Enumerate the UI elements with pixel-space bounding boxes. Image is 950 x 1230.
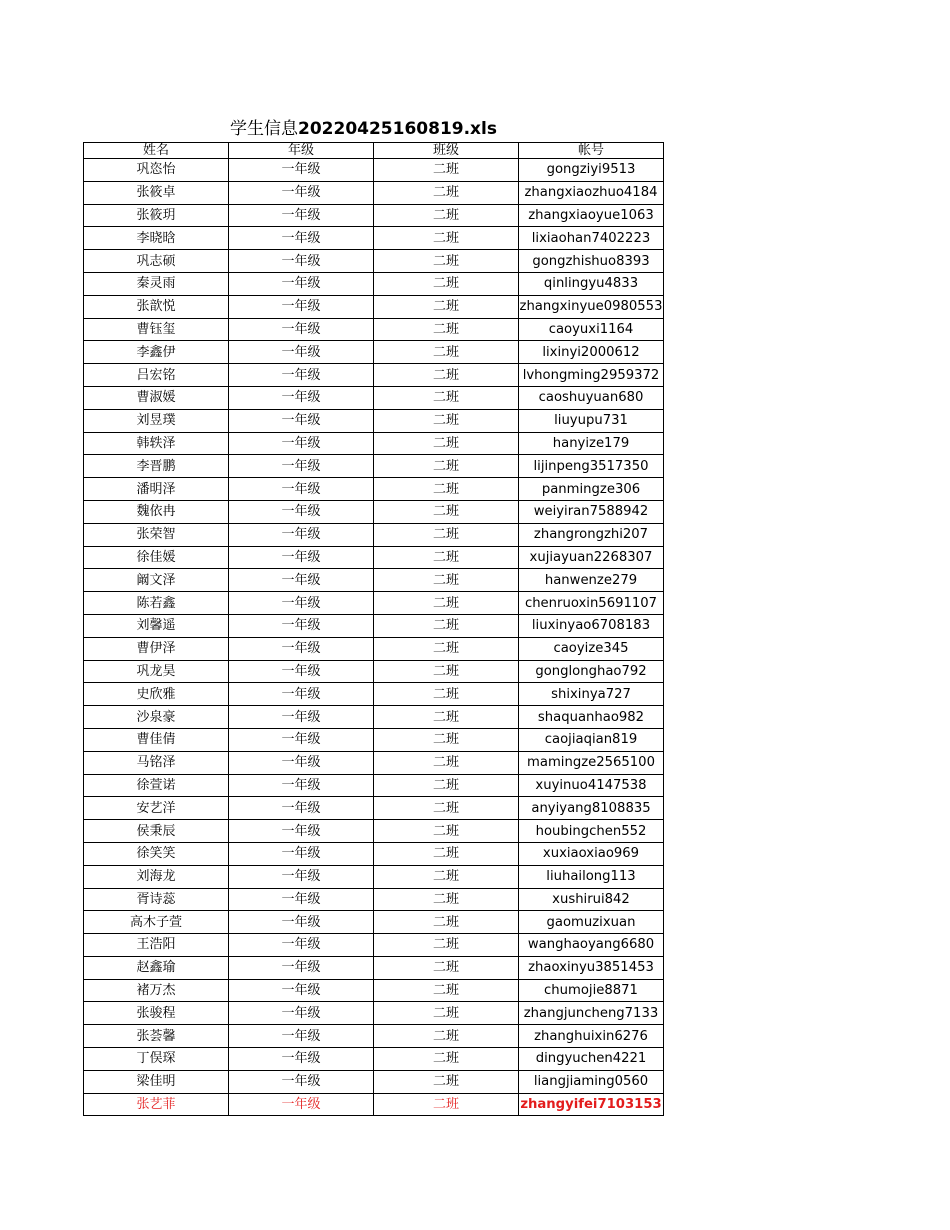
cell-class: 二班 <box>374 478 519 501</box>
table-row <box>84 1025 664 1048</box>
table-row <box>84 546 664 569</box>
cell-grade: 一年级 <box>229 797 374 820</box>
cell-name: 张筱玥 <box>84 204 229 227</box>
cell-grade: 一年级 <box>229 341 374 364</box>
cell-class: 二班 <box>374 1048 519 1071</box>
table-row <box>84 500 664 523</box>
table-row <box>84 1070 664 1093</box>
cell-grade: 一年级 <box>229 318 374 341</box>
header-grade: 年级 <box>229 143 374 159</box>
table-row <box>84 523 664 546</box>
cell-account: lixinyi2000612 <box>519 341 664 364</box>
cell-account: gaomuzixuan <box>519 911 664 934</box>
cell-name: 沙泉豪 <box>84 706 229 729</box>
cell-name: 丁俣琛 <box>84 1048 229 1071</box>
cell-name: 马铭泽 <box>84 751 229 774</box>
table-row <box>84 1093 664 1116</box>
table-row <box>84 272 664 295</box>
cell-name: 史欣雅 <box>84 683 229 706</box>
cell-account: dingyuchen4221 <box>519 1048 664 1071</box>
table-row <box>84 865 664 888</box>
cell-name: 张艺菲 <box>84 1093 229 1116</box>
cell-grade: 一年级 <box>229 159 374 182</box>
cell-name: 高木子萱 <box>84 911 229 934</box>
cell-class: 二班 <box>374 500 519 523</box>
header-row <box>84 143 664 159</box>
cell-grade: 一年级 <box>229 409 374 432</box>
table-row <box>84 592 664 615</box>
cell-grade: 一年级 <box>229 250 374 273</box>
cell-class: 二班 <box>374 683 519 706</box>
cell-class: 二班 <box>374 728 519 751</box>
cell-grade: 一年级 <box>229 706 374 729</box>
cell-name: 巩志硕 <box>84 250 229 273</box>
header-name: 姓名 <box>84 143 229 159</box>
table-row <box>84 979 664 1002</box>
cell-account: anyiyang8108835 <box>519 797 664 820</box>
cell-grade: 一年级 <box>229 272 374 295</box>
table-body <box>84 159 664 1116</box>
cell-name: 潘明泽 <box>84 478 229 501</box>
cell-class: 二班 <box>374 159 519 182</box>
cell-name: 赵鑫瑜 <box>84 956 229 979</box>
cell-name: 李晋鹏 <box>84 455 229 478</box>
cell-class: 二班 <box>374 204 519 227</box>
cell-class: 二班 <box>374 318 519 341</box>
cell-name: 曹淑媛 <box>84 386 229 409</box>
cell-class: 二班 <box>374 569 519 592</box>
table-row <box>84 1048 664 1071</box>
table-row <box>84 386 664 409</box>
table-row <box>84 614 664 637</box>
cell-name: 侯秉辰 <box>84 820 229 843</box>
cell-name: 张荣智 <box>84 523 229 546</box>
cell-grade: 一年级 <box>229 774 374 797</box>
table-row <box>84 1002 664 1025</box>
cell-account: zhanghuixin6276 <box>519 1025 664 1048</box>
table-row <box>84 842 664 865</box>
cell-account: xuyinuo4147538 <box>519 774 664 797</box>
cell-grade: 一年级 <box>229 683 374 706</box>
cell-class: 二班 <box>374 911 519 934</box>
table-header <box>84 143 664 159</box>
cell-account: liuhailong113 <box>519 865 664 888</box>
cell-grade: 一年级 <box>229 1048 374 1071</box>
table-row <box>84 683 664 706</box>
cell-account: shixinya727 <box>519 683 664 706</box>
cell-class: 二班 <box>374 660 519 683</box>
cell-name: 陈若鑫 <box>84 592 229 615</box>
table-row <box>84 751 664 774</box>
cell-account: mamingze2565100 <box>519 751 664 774</box>
table-row <box>84 204 664 227</box>
cell-account: caoyuxi1164 <box>519 318 664 341</box>
cell-class: 二班 <box>374 1070 519 1093</box>
cell-grade: 一年级 <box>229 500 374 523</box>
cell-class: 二班 <box>374 295 519 318</box>
cell-name: 阚文泽 <box>84 569 229 592</box>
cell-name: 张骏程 <box>84 1002 229 1025</box>
cell-grade: 一年级 <box>229 820 374 843</box>
cell-class: 二班 <box>374 1025 519 1048</box>
cell-account: liangjiaming0560 <box>519 1070 664 1093</box>
cell-account: zhangjuncheng7133 <box>519 1002 664 1025</box>
cell-account: xuxiaoxiao969 <box>519 842 664 865</box>
cell-grade: 一年级 <box>229 979 374 1002</box>
table-row <box>84 774 664 797</box>
cell-grade: 一年级 <box>229 1070 374 1093</box>
cell-class: 二班 <box>374 592 519 615</box>
cell-class: 二班 <box>374 934 519 957</box>
cell-class: 二班 <box>374 774 519 797</box>
cell-account: xushirui842 <box>519 888 664 911</box>
cell-name: 张歆悦 <box>84 295 229 318</box>
table-row <box>84 341 664 364</box>
cell-account: caoyize345 <box>519 637 664 660</box>
cell-account: zhangyifei7103153 <box>519 1093 664 1116</box>
cell-class: 二班 <box>374 523 519 546</box>
cell-name: 李鑫伊 <box>84 341 229 364</box>
cell-name: 秦灵雨 <box>84 272 229 295</box>
cell-account: gonglonghao792 <box>519 660 664 683</box>
cell-grade: 一年级 <box>229 637 374 660</box>
student-table <box>83 142 664 1116</box>
cell-class: 二班 <box>374 250 519 273</box>
cell-account: chumojie8871 <box>519 979 664 1002</box>
cell-name: 安艺洋 <box>84 797 229 820</box>
cell-name: 刘昱璞 <box>84 409 229 432</box>
cell-account: zhangxinyue0980553 <box>519 295 664 318</box>
cell-class: 二班 <box>374 706 519 729</box>
cell-grade: 一年级 <box>229 204 374 227</box>
cell-account: gongziyi9513 <box>519 159 664 182</box>
table-row <box>84 934 664 957</box>
cell-class: 二班 <box>374 386 519 409</box>
title-name: 学生信息 <box>230 119 298 139</box>
table-row <box>84 820 664 843</box>
cell-name: 巩龙昊 <box>84 660 229 683</box>
table-row <box>84 706 664 729</box>
cell-account: zhangrongzhi207 <box>519 523 664 546</box>
table-row <box>84 227 664 250</box>
cell-class: 二班 <box>374 751 519 774</box>
table-row <box>84 888 664 911</box>
table-row <box>84 637 664 660</box>
cell-account: lijinpeng3517350 <box>519 455 664 478</box>
cell-grade: 一年级 <box>229 227 374 250</box>
table-row <box>84 181 664 204</box>
cell-name: 刘馨遥 <box>84 614 229 637</box>
cell-account: chenruoxin5691107 <box>519 592 664 615</box>
cell-class: 二班 <box>374 820 519 843</box>
cell-account: shaquanhao982 <box>519 706 664 729</box>
cell-grade: 一年级 <box>229 1002 374 1025</box>
cell-name: 徐笑笑 <box>84 842 229 865</box>
cell-grade: 一年级 <box>229 546 374 569</box>
cell-account: hanwenze279 <box>519 569 664 592</box>
document-title <box>230 117 497 141</box>
cell-account: caojiaqian819 <box>519 728 664 751</box>
cell-class: 二班 <box>374 181 519 204</box>
table-row <box>84 364 664 387</box>
cell-name: 韩轶泽 <box>84 432 229 455</box>
cell-grade: 一年级 <box>229 956 374 979</box>
cell-grade: 一年级 <box>229 911 374 934</box>
cell-name: 褚万杰 <box>84 979 229 1002</box>
cell-class: 二班 <box>374 637 519 660</box>
cell-grade: 一年级 <box>229 888 374 911</box>
title-filename: 20220425160819.xls <box>298 119 497 139</box>
cell-name: 吕宏铭 <box>84 364 229 387</box>
cell-class: 二班 <box>374 1093 519 1116</box>
cell-name: 刘海龙 <box>84 865 229 888</box>
cell-grade: 一年级 <box>229 523 374 546</box>
table-row <box>84 159 664 182</box>
table-row <box>84 318 664 341</box>
cell-class: 二班 <box>374 956 519 979</box>
cell-account: qinlingyu4833 <box>519 272 664 295</box>
cell-grade: 一年级 <box>229 1093 374 1116</box>
table-row <box>84 432 664 455</box>
cell-name: 徐萱诺 <box>84 774 229 797</box>
cell-name: 梁佳明 <box>84 1070 229 1093</box>
table-row <box>84 797 664 820</box>
cell-class: 二班 <box>374 272 519 295</box>
cell-class: 二班 <box>374 364 519 387</box>
table-row <box>84 478 664 501</box>
table-row <box>84 409 664 432</box>
cell-grade: 一年级 <box>229 842 374 865</box>
cell-account: zhangxiaozhuo4184 <box>519 181 664 204</box>
cell-class: 二班 <box>374 797 519 820</box>
cell-name: 张荟馨 <box>84 1025 229 1048</box>
cell-account: caoshuyuan680 <box>519 386 664 409</box>
cell-name: 曹佳倩 <box>84 728 229 751</box>
table-row <box>84 728 664 751</box>
cell-name: 王浩阳 <box>84 934 229 957</box>
cell-account: wanghaoyang6680 <box>519 934 664 957</box>
cell-grade: 一年级 <box>229 1025 374 1048</box>
cell-class: 二班 <box>374 432 519 455</box>
cell-class: 二班 <box>374 888 519 911</box>
cell-class: 二班 <box>374 979 519 1002</box>
header-class: 班级 <box>374 143 519 159</box>
cell-class: 二班 <box>374 865 519 888</box>
table-row <box>84 295 664 318</box>
table-row <box>84 455 664 478</box>
cell-grade: 一年级 <box>229 432 374 455</box>
cell-grade: 一年级 <box>229 181 374 204</box>
cell-class: 二班 <box>374 614 519 637</box>
cell-grade: 一年级 <box>229 386 374 409</box>
header-account: 帐号 <box>519 143 664 159</box>
cell-grade: 一年级 <box>229 455 374 478</box>
cell-grade: 一年级 <box>229 865 374 888</box>
cell-account: houbingchen552 <box>519 820 664 843</box>
cell-account: lixiaohan7402223 <box>519 227 664 250</box>
cell-grade: 一年级 <box>229 478 374 501</box>
cell-account: panmingze306 <box>519 478 664 501</box>
cell-name: 曹钰玺 <box>84 318 229 341</box>
cell-account: weiyiran7588942 <box>519 500 664 523</box>
cell-grade: 一年级 <box>229 592 374 615</box>
cell-account: zhaoxinyu3851453 <box>519 956 664 979</box>
cell-class: 二班 <box>374 842 519 865</box>
cell-account: hanyize179 <box>519 432 664 455</box>
cell-name: 徐佳媛 <box>84 546 229 569</box>
cell-account: gongzhishuo8393 <box>519 250 664 273</box>
cell-name: 魏依冉 <box>84 500 229 523</box>
cell-name: 胥诗蕊 <box>84 888 229 911</box>
cell-grade: 一年级 <box>229 751 374 774</box>
cell-class: 二班 <box>374 455 519 478</box>
table-row <box>84 569 664 592</box>
cell-account: zhangxiaoyue1063 <box>519 204 664 227</box>
cell-account: xujiayuan2268307 <box>519 546 664 569</box>
cell-class: 二班 <box>374 546 519 569</box>
cell-account: liuyupu731 <box>519 409 664 432</box>
cell-name: 李晓晗 <box>84 227 229 250</box>
cell-grade: 一年级 <box>229 934 374 957</box>
cell-class: 二班 <box>374 1002 519 1025</box>
cell-grade: 一年级 <box>229 364 374 387</box>
table-row <box>84 956 664 979</box>
table-row <box>84 660 664 683</box>
cell-name: 张筱卓 <box>84 181 229 204</box>
cell-class: 二班 <box>374 341 519 364</box>
cell-class: 二班 <box>374 409 519 432</box>
table-row <box>84 250 664 273</box>
cell-account: liuxinyao6708183 <box>519 614 664 637</box>
cell-grade: 一年级 <box>229 728 374 751</box>
cell-grade: 一年级 <box>229 614 374 637</box>
cell-name: 巩恣怡 <box>84 159 229 182</box>
cell-account: lvhongming2959372 <box>519 364 664 387</box>
cell-class: 二班 <box>374 227 519 250</box>
cell-name: 曹伊泽 <box>84 637 229 660</box>
table-row <box>84 911 664 934</box>
cell-grade: 一年级 <box>229 295 374 318</box>
cell-grade: 一年级 <box>229 660 374 683</box>
cell-grade: 一年级 <box>229 569 374 592</box>
